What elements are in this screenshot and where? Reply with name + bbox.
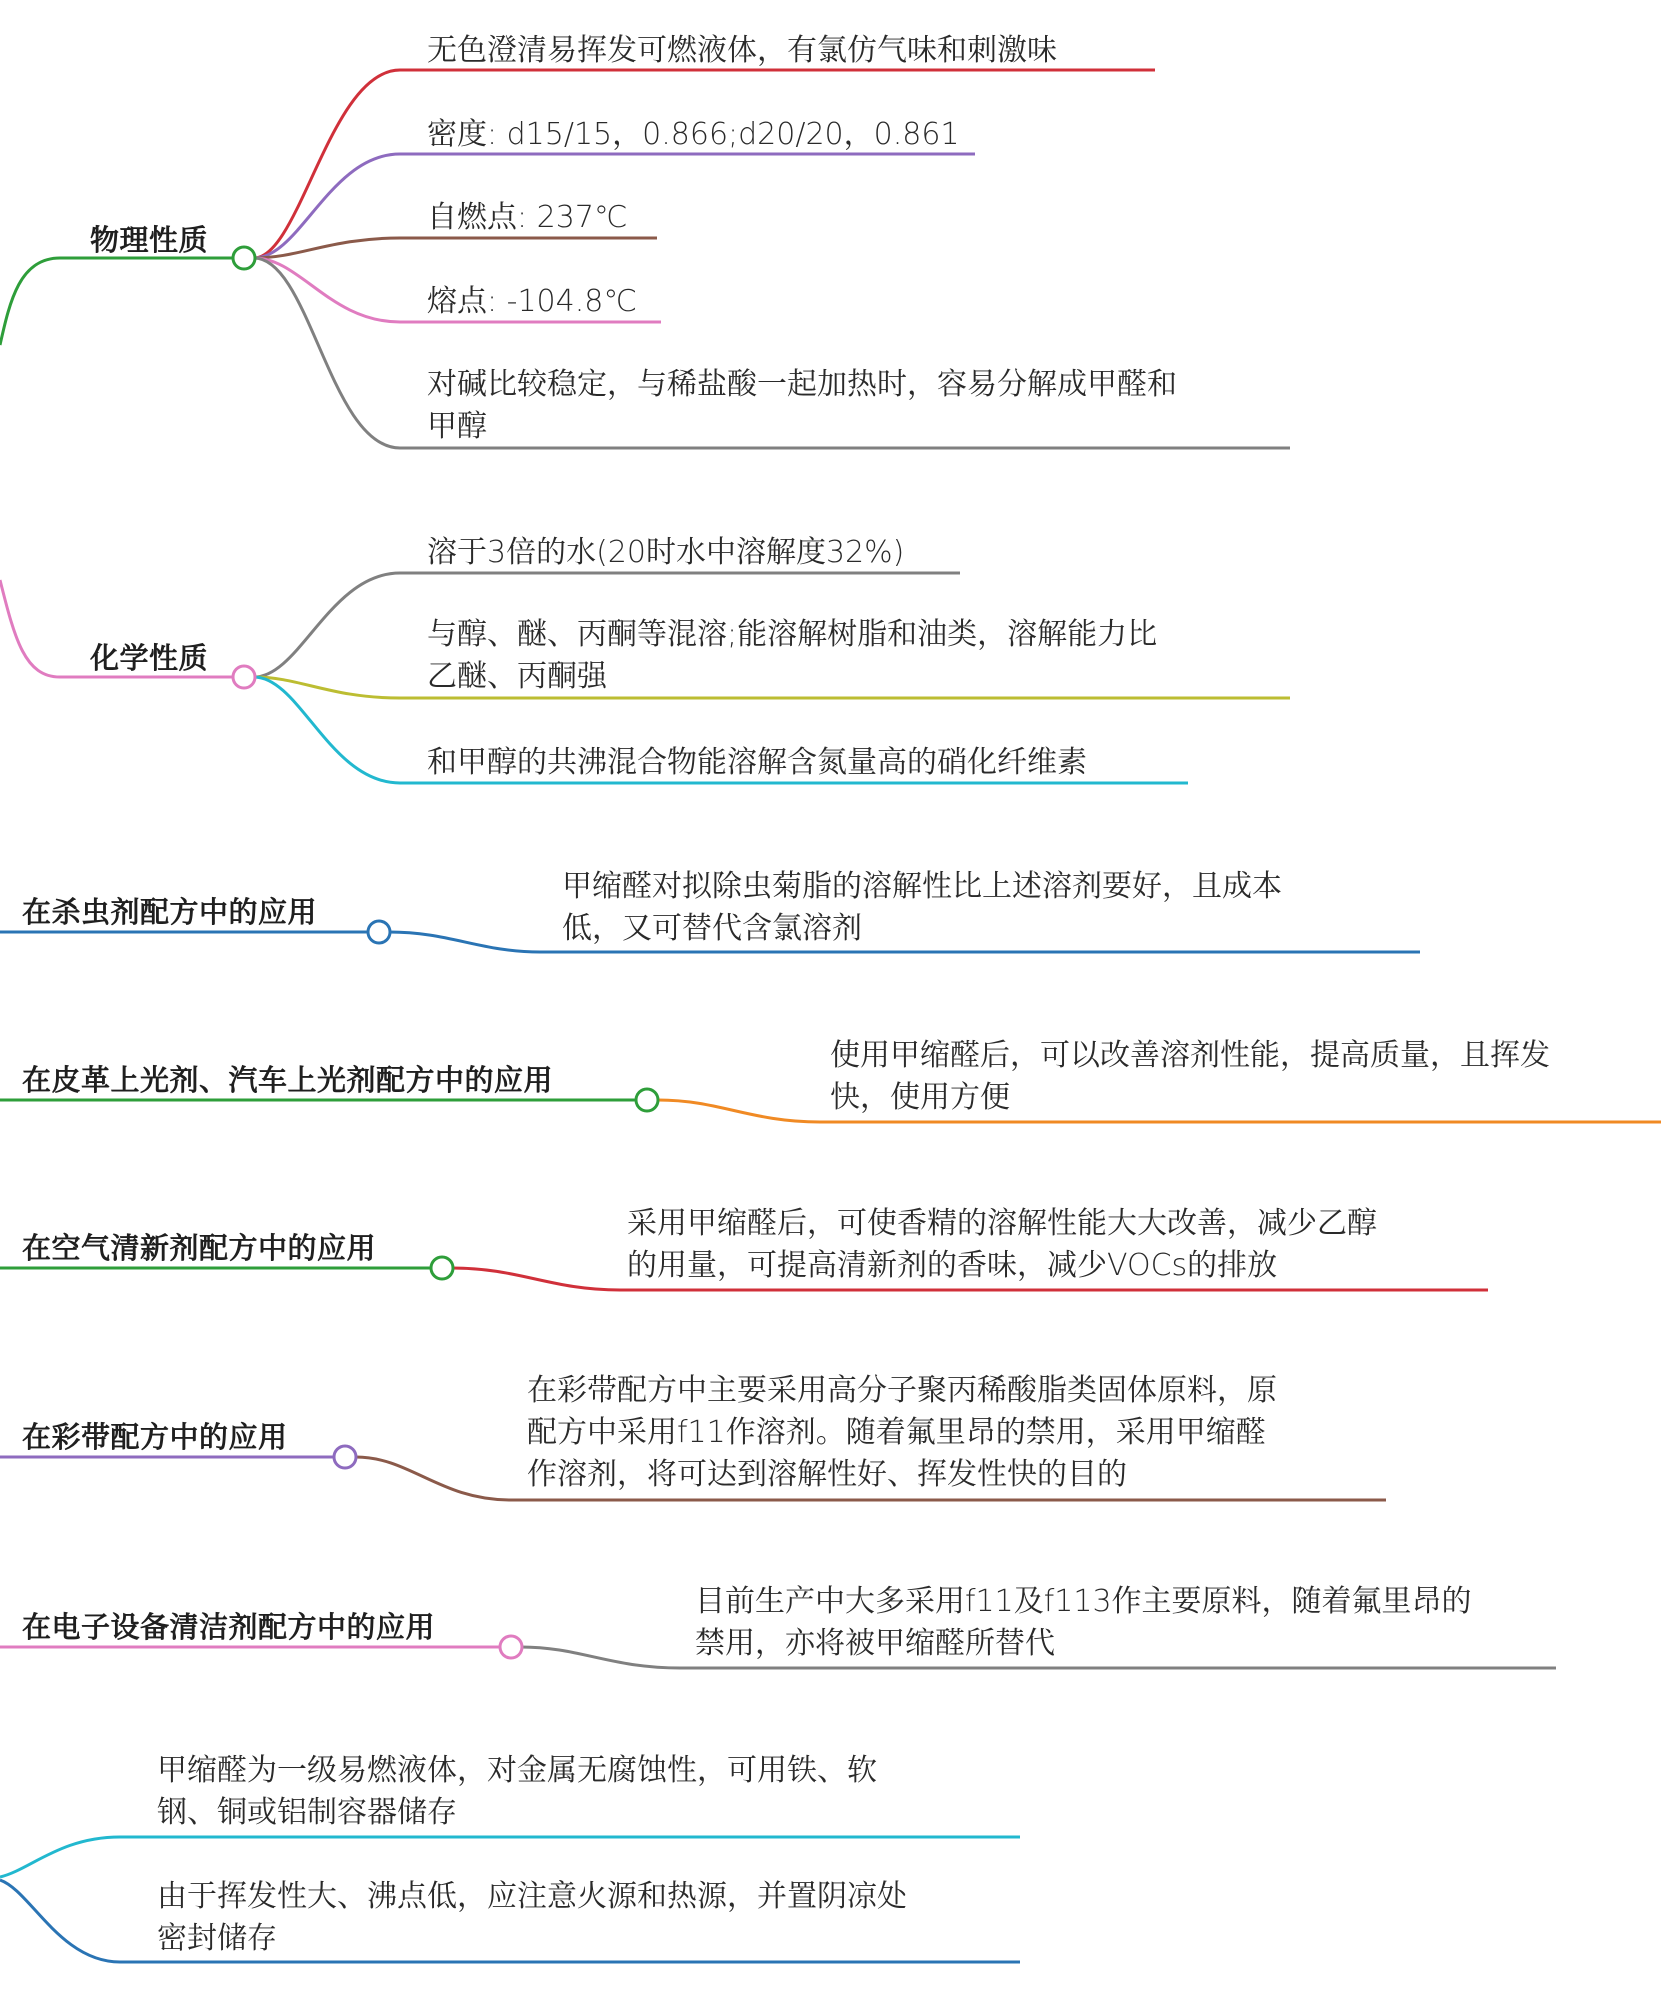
- branch-polish-application[interactable]: 在皮革上光剂、汽车上光剂配方中的应用: [22, 1063, 554, 1097]
- leaf-line: 的用量，可提高清新剂的香味，减少VOCs的排放: [627, 1248, 1278, 1283]
- node-toggle-ribbon: [334, 1446, 356, 1468]
- leaf-line: 禁用，亦将被甲缩醛所替代: [695, 1626, 1055, 1661]
- leaf-density[interactable]: [427, 114, 960, 156]
- leaf-color-ribbon-detail[interactable]: [527, 1370, 1277, 1496]
- leaf-miscibility[interactable]: [427, 614, 1157, 698]
- node-toggle-electronics: [500, 1636, 522, 1658]
- leaf-polish-detail[interactable]: [830, 1035, 1550, 1119]
- leaf-line: 自燃点: 237℃: [427, 200, 628, 235]
- branch-color-ribbon-application[interactable]: 在彩带配方中的应用: [22, 1420, 288, 1454]
- leaf-line: 作溶剂，将可达到溶解性好、挥发性快的目的: [527, 1457, 1127, 1492]
- leaf-line: 与醇、醚、丙酮等混溶;能溶解树脂和油类，溶解能力比: [427, 617, 1158, 652]
- leaf-line: 使用甲缩醛后，可以改善溶剂性能，提高质量，且挥发: [830, 1038, 1550, 1073]
- leaf-melting-point[interactable]: [427, 281, 637, 323]
- leaf-line: 配方中采用f11作溶剂。随着氟里昂的禁用，采用甲缩醛: [527, 1415, 1266, 1450]
- branch-chemical-properties[interactable]: 化学性质: [90, 641, 209, 675]
- leaf-line: 甲缩醛为一级易燃液体，对金属无腐蚀性，可用铁、软: [157, 1753, 877, 1788]
- node-toggle-chemical: [233, 666, 255, 688]
- leaf-line: 在彩带配方中主要采用高分子聚丙稀酸脂类固体原料，原: [527, 1373, 1277, 1408]
- leaf-line: 目前生产中大多采用f11及f113作主要原料，随着氟里昂的: [695, 1584, 1472, 1619]
- branch-air-freshener-application[interactable]: 在空气清新剂配方中的应用: [22, 1231, 377, 1265]
- branch-physical-properties[interactable]: 物理性质: [90, 223, 209, 257]
- leaf-line: 密封储存: [157, 1921, 277, 1956]
- branch-insecticide-application[interactable]: 在杀虫剂配方中的应用: [22, 895, 318, 929]
- node-toggle-polish: [636, 1089, 658, 1111]
- leaf-water-solubility[interactable]: [427, 532, 904, 574]
- leaf-line: 采用甲缩醛后，可使香精的溶解性能大大改善，减少乙醇: [627, 1206, 1377, 1241]
- leaf-line: 乙醚、丙酮强: [427, 659, 607, 694]
- leaf-line: 甲醇: [427, 409, 487, 444]
- leaf-line: 熔点: -104.8℃: [427, 284, 638, 319]
- leaf-line: 对碱比较稳定，与稀盐酸一起加热时，容易分解成甲醛和: [427, 367, 1177, 402]
- leaf-autoignition-point[interactable]: [427, 197, 628, 239]
- leaf-storage-containers[interactable]: [157, 1750, 877, 1834]
- leaf-line: 低，又可替代含氯溶剂: [562, 911, 862, 946]
- leaf-line: 和甲醇的共沸混合物能溶解含氮量高的硝化纤维素: [427, 745, 1087, 780]
- leaf-azeotrope[interactable]: [427, 742, 1087, 784]
- connector-root-physical: [0, 258, 240, 345]
- leaf-line: 无色澄清易挥发可燃液体，有氯仿气味和刺激味: [427, 33, 1057, 68]
- leaf-line: 快，使用方便: [830, 1080, 1010, 1115]
- leaf-electronics-detail[interactable]: [695, 1581, 1472, 1665]
- node-toggle-physical: [233, 247, 255, 269]
- leaf-stability[interactable]: [427, 364, 1177, 448]
- leaf-line: 由于挥发性大、沸点低，应注意火源和热源，并置阴凉处: [157, 1879, 907, 1914]
- leaf-line: 钢、铜或铝制容器储存: [157, 1795, 457, 1830]
- leaf-line: 甲缩醛对拟除虫菊脂的溶解性比上述溶剂要好，且成本: [562, 869, 1282, 904]
- leaf-insecticide-detail[interactable]: [562, 866, 1282, 950]
- leaf-line: 密度: d15/15，0.866;d20/20，0.861: [427, 117, 960, 152]
- branch-electronics-cleaner-application[interactable]: 在电子设备清洁剂配方中的应用: [22, 1610, 436, 1644]
- node-toggle-insecticide: [368, 921, 390, 943]
- leaf-storage-precautions[interactable]: [157, 1876, 907, 1960]
- node-toggle-air: [431, 1257, 453, 1279]
- leaf-line: 溶于3倍的水(20时水中溶解度32%): [427, 535, 905, 570]
- leaf-air-freshener-detail[interactable]: [627, 1203, 1377, 1287]
- leaf-appearance[interactable]: [427, 30, 1057, 72]
